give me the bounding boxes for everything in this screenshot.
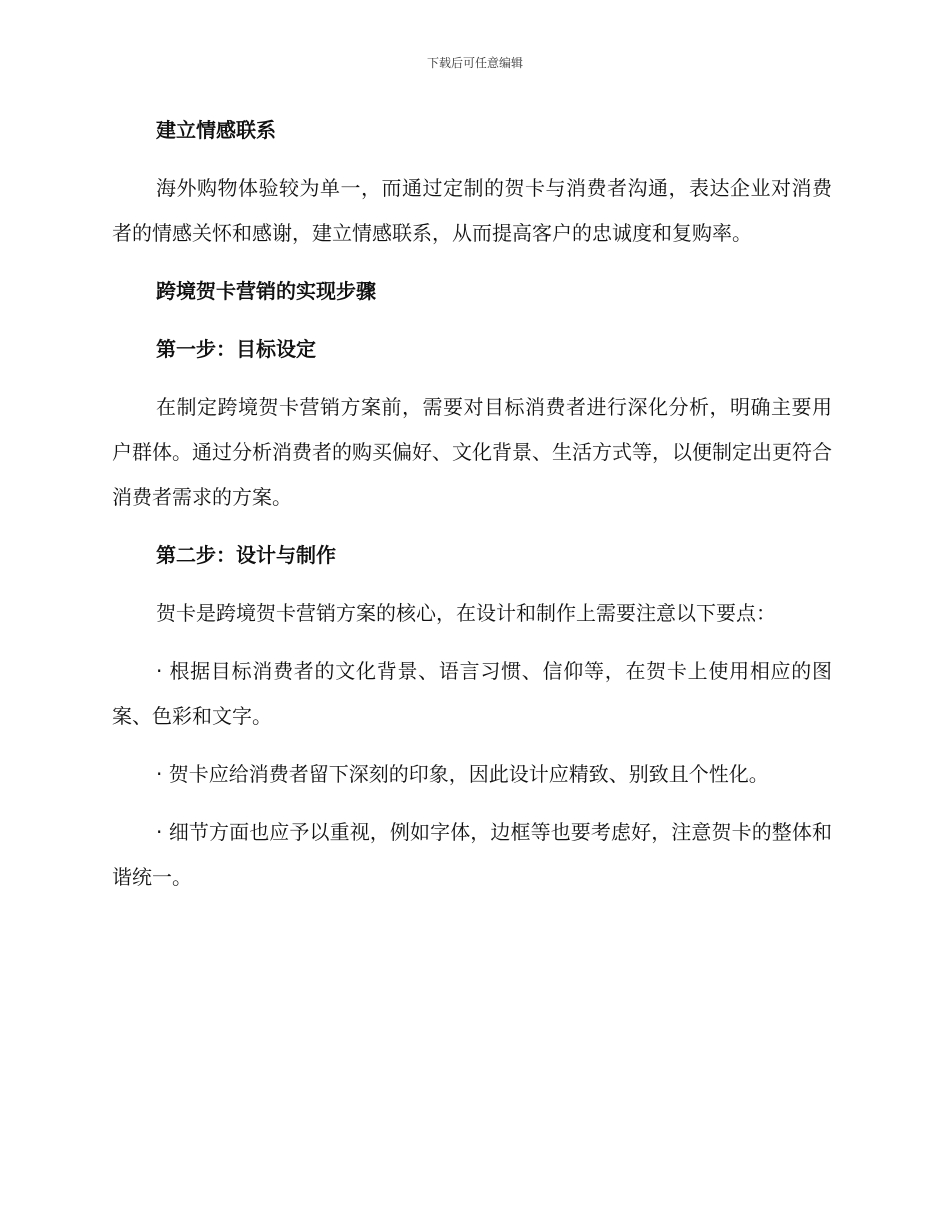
bullet-item-details: · 细节方面也应予以重视，例如字体，边框等也要考虑好，注意贺卡的整体和谐统一。 (112, 820, 832, 889)
paragraph-emotional-connection: 海外购物体验较为单一，而通过定制的贺卡与消费者沟通，表达企业对消费者的情感关怀和感谢，建立情感联系，从而提高客户的忠诚度和复购率。 (112, 176, 832, 245)
document-body (112, 108, 832, 913)
step-heading-goal-setting: 第一步：目标设定 (156, 337, 316, 361)
bullet-item-culture: · 根据目标消费者的文化背景、语言习惯、信仰等，在贺卡上使用相应的图案、色彩和文字。 (112, 659, 832, 728)
section-heading-emotional-connection: 建立情感联系 (156, 118, 276, 142)
paragraph-goal-setting: 在制定跨境贺卡营销方案前，需要对目标消费者进行深化分析，明确主要用户群体。通过分析消费者的购买偏好、文化背景、生活方式等，以便制定出更符合消费者需求的方案。 (112, 395, 832, 509)
header-note: 下载后可任意编辑 (426, 56, 523, 70)
paragraph-design-intro: 贺卡是跨境贺卡营销方案的核心，在设计和制作上需要注意以下要点： (156, 601, 776, 625)
section-heading-implementation-steps: 跨境贺卡营销的实现步骤 (156, 279, 376, 303)
step-heading-design-production: 第二步：设计与制作 (156, 543, 336, 567)
bullet-item-impression: · 贺卡应给消费者留下深刻的印象，因此设计应精致、别致且个性化。 (156, 762, 769, 786)
